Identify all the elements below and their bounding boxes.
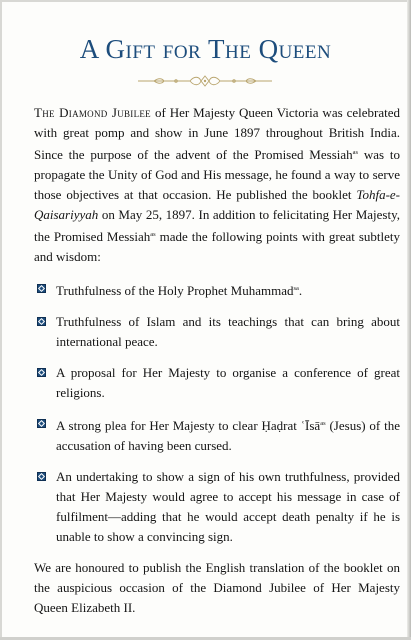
list-item	[34, 414, 400, 456]
list-item-text: A strong plea for Her Majesty to clear Ḥaḍrat ʿĪsā	[56, 418, 321, 433]
list-item-text: Truthfulness of the Holy Prophet Muhammad	[56, 283, 294, 298]
list-item-text: A proposal for Her Majesty to organise a conference of great religions.	[56, 365, 400, 400]
page-edge-top	[0, 0, 411, 2]
intro-lead: The Diamond Jubilee	[34, 105, 151, 120]
list-item	[34, 363, 400, 403]
body-text	[34, 103, 400, 618]
intro-text-4: made the following points with great subtlety and wisdom:	[34, 229, 400, 264]
intro-superscript-1: as	[352, 149, 359, 156]
intro-text-1: of Her Majesty Queen Victoria was celebrated with great pomp and show in June 1897 throughout British India. Since the purpose of the advent of the Promised Messiah	[34, 105, 401, 162]
points-list	[34, 279, 400, 547]
intro-text-3: on May 25, 1897. In addition to felicitating Her Majesty, the Promised Messiah	[34, 207, 400, 244]
list-item-superscript: sa	[293, 285, 299, 292]
closing-paragraph: We are honoured to publish the English translation of the booklet on the auspicious occasion of the Diamond Jubilee of Her Majesty Queen Elizabeth II.	[34, 560, 400, 615]
square-bullet-icon	[37, 368, 46, 377]
list-item	[34, 467, 400, 547]
square-bullet-icon	[37, 472, 46, 481]
decorative-divider-icon	[134, 75, 276, 87]
square-bullet-icon	[37, 317, 46, 326]
list-item	[34, 312, 400, 352]
page-edge-right	[407, 0, 411, 640]
list-item-text: Truthfulness of Islam and its teachings that can bring about international peace.	[56, 314, 400, 349]
page-edge-left	[0, 0, 2, 640]
list-item-superscript: as	[320, 420, 326, 427]
page-title: A Gift for The Queen	[79, 34, 332, 64]
intro-text-2: was to propagate the Unity of God and His message, he found a way to serve those objectives at that occasion. He published the booklet	[34, 147, 400, 202]
square-bullet-icon	[37, 419, 46, 428]
list-item-text-after: (Jesus) of the accusation of having been cursed.	[56, 418, 400, 453]
list-item-text-after: .	[298, 283, 303, 298]
square-bullet-icon	[37, 284, 46, 293]
intro-superscript-2: as	[150, 231, 156, 238]
list-item	[34, 279, 400, 301]
intro-paragraph	[34, 103, 400, 267]
booklet-title: Tohfa-e-Qaisariyyah	[34, 187, 400, 222]
list-item-text: An undertaking to show a sign of his own truthfulness, provided that Her Majesty would agree to accept his message in case of fulfilment—adding that he would accept death penalty if he is unable to show a convincing sign.	[56, 469, 400, 544]
